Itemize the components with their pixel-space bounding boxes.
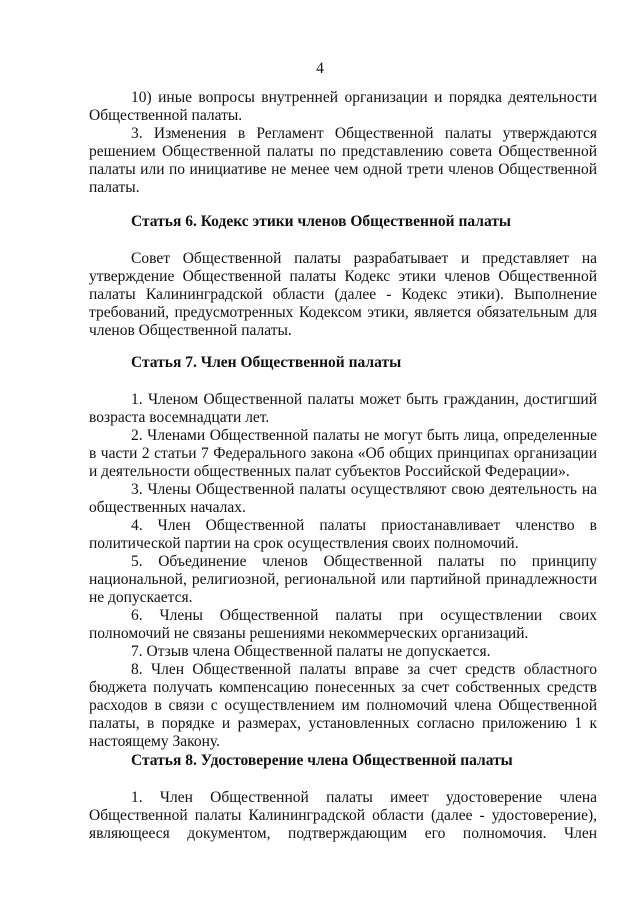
text-line: расходов в связи с осуществлением им полномочий члена Общественной — [89, 697, 597, 714]
text-line: 3. Изменения в Регламент Общественной палаты утверждаются — [131, 125, 597, 142]
article-heading: Статья 6. Кодекс этики членов Общественной палаты — [131, 213, 512, 230]
text-line: и деятельности общественных палат субъектов Российской Федерации». — [89, 463, 570, 480]
text-line: 2. Членами Общественной палаты не могут быть лица, определенные — [131, 427, 597, 444]
text-line: возраста восемнадцати лет. — [89, 409, 270, 426]
text-line: в части 2 статьи 7 Федерального закона «Об общих принципах организации — [89, 445, 597, 462]
text-line: общественных началах. — [89, 499, 246, 516]
text-line: палаты. — [89, 179, 140, 196]
text-line: палаты Калининградской области (далее - Кодекс этики). Выполнение — [89, 286, 597, 303]
text-line: 1. Членом Общественной палаты может быть гражданин, достигший — [131, 391, 597, 408]
text-line: палаты или по инициативе не менее чем одной трети членов Общественной — [89, 161, 597, 178]
text-line: 8. Член Общественной палаты вправе за счет средств областного — [131, 661, 597, 678]
article-heading: Статья 8. Удостоверение члена Общественной палаты — [131, 752, 513, 769]
text-line: палаты, в порядке и размерах, установленных согласно приложению 1 к — [89, 715, 597, 732]
article-heading: Статья 7. Член Общественной палаты — [131, 354, 402, 371]
text-line: утверждение Общественной палаты Кодекс этики членов Общественной — [89, 268, 597, 285]
text-line: настоящему Закону. — [89, 733, 220, 750]
text-line: политической партии на срок осуществления своих полномочий. — [89, 535, 519, 552]
text-line: не допускается. — [89, 589, 193, 606]
text-line: полномочий не связаны решениями некоммерческих организаций. — [89, 625, 529, 642]
text-line: 4. Член Общественной палаты приостанавливает членство в — [131, 517, 597, 534]
text-line: являющееся документом, подтверждающим его полномочия. Член — [89, 825, 597, 842]
text-line: 3. Члены Общественной палаты осуществляют свою деятельность на — [131, 481, 597, 498]
text-line: национальной, религиозной, региональной или партийной принадлежности — [89, 571, 597, 588]
text-line: 1. Член Общественной палаты имеет удостоверение члена — [131, 789, 597, 806]
text-line: 5. Объединение членов Общественной палаты по принципу — [131, 553, 597, 570]
text-line: Общественной палаты. — [89, 107, 243, 124]
text-line: решением Общественной палаты по представлению совета Общественной — [89, 143, 597, 160]
text-line: 7. Отзыв члена Общественной палаты не допускается. — [131, 643, 491, 660]
text-line: Общественной палаты Калининградской области (далее - удостоверение), — [89, 807, 597, 824]
text-line: Совет Общественной палаты разрабатывает и представляет на — [131, 250, 597, 267]
text-line: бюджета получать компенсацию понесенных за счет собственных средств — [89, 679, 597, 696]
text-line: требований, предусмотренных Кодексом этики, является обязательным для — [89, 304, 597, 321]
text-line: членов Общественной палаты. — [89, 322, 292, 339]
text-line: 10) иные вопросы внутренней организации и порядка деятельности — [131, 89, 597, 106]
text-line: 6. Члены Общественной палаты при осуществлении своих — [131, 607, 597, 624]
page-number: 4 — [316, 60, 324, 77]
